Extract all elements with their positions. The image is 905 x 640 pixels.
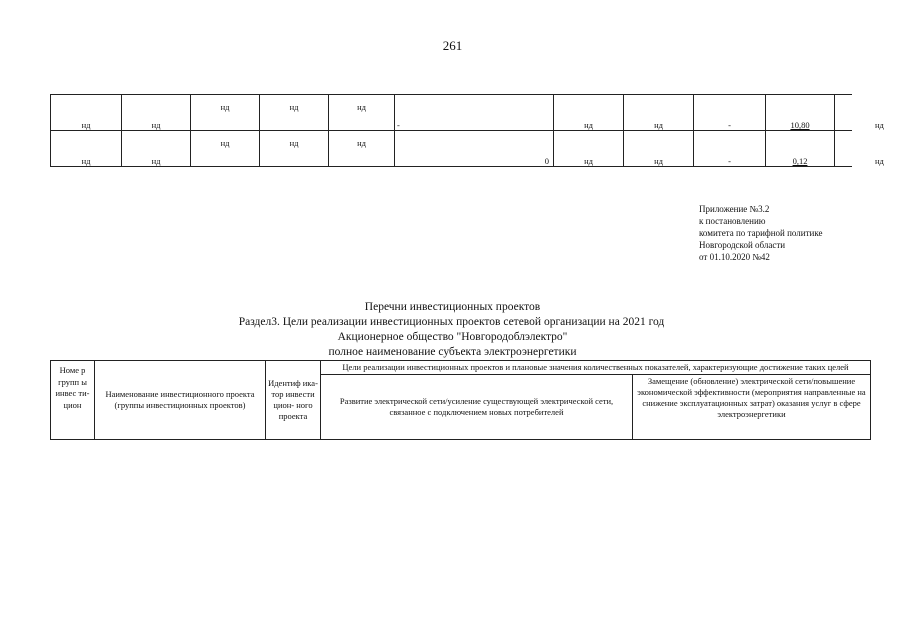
table-row: [51, 131, 852, 167]
section-title: Раздел3. Цели реализации инвестиционных проектов сетевой организации на 2021 год: [238, 316, 665, 328]
column-header-identifier: Идентиф ика-тор инвести цион- ного проекта: [266, 361, 321, 440]
appendix-note: [699, 203, 823, 263]
table-cell: нд: [329, 131, 395, 167]
table-header-row: [51, 361, 871, 375]
table-cell: нд: [624, 131, 694, 167]
table-cell: -: [694, 95, 766, 131]
title-line: Перечни инвестиционных проектов: [364, 301, 541, 313]
table-cell: -: [395, 95, 554, 131]
table-cell: нд: [260, 131, 329, 167]
table-cell: нд: [624, 95, 694, 131]
organization-caption: полное наименование субъекта электроэнергетики: [329, 345, 577, 361]
column-header-group-number: Номе р групп ы инвес ти- цион: [51, 361, 95, 440]
table-cell: нд: [260, 95, 329, 131]
appendix-line: к постановлению: [699, 216, 766, 226]
investment-projects-table: [50, 360, 871, 440]
table-cell: нд: [554, 131, 624, 167]
table-cell: 0,12: [766, 131, 835, 167]
organization-name: Акционерное общество "Новгородоблэлектро": [337, 331, 568, 343]
table-cell: нд: [329, 95, 395, 131]
column-header-project-name: Наименование инвестиционного проекта (группы инвестиционных проектов): [95, 361, 266, 440]
table-cell: 10,80: [766, 95, 835, 131]
document-titles: [0, 300, 905, 361]
table-cell: -: [694, 131, 766, 167]
table-cell: нд: [51, 131, 122, 167]
table-cell: нд: [122, 131, 191, 167]
page-number: 261: [442, 38, 463, 53]
continued-data-table: [50, 94, 884, 167]
appendix-line: Новгородской области: [699, 240, 786, 250]
appendix-line: от 01.10.2020 №42: [699, 252, 770, 262]
appendix-line: комитета по тарифной политике: [699, 228, 823, 238]
table-cell: нд: [191, 131, 260, 167]
table-cell: нд: [122, 95, 191, 131]
table-cell: нд: [835, 95, 852, 131]
column-header-replacement: Замещение (обновление) электрической сети/повышение экономической эффективности (мероприятия направленные на снижение эксплуатационных затрат) оказания услуг в сфере электроэнергетики: [633, 375, 871, 440]
table-row: [51, 95, 852, 131]
appendix-line: Приложение №3.2: [699, 204, 770, 214]
table-cell: нд: [51, 95, 122, 131]
column-header-development: Развитие электрической сети/усиление существующей электрической сети, связанное с подключением новых потребителей: [321, 375, 633, 440]
column-header-goals: Цели реализации инвестиционных проектов и плановые значения количественных показателей, характеризующие достижение таких целей: [321, 361, 871, 375]
table-cell: нд: [554, 95, 624, 131]
table-cell: 0: [395, 131, 554, 167]
table-cell: нд: [191, 95, 260, 131]
table-cell: нд: [835, 131, 852, 167]
